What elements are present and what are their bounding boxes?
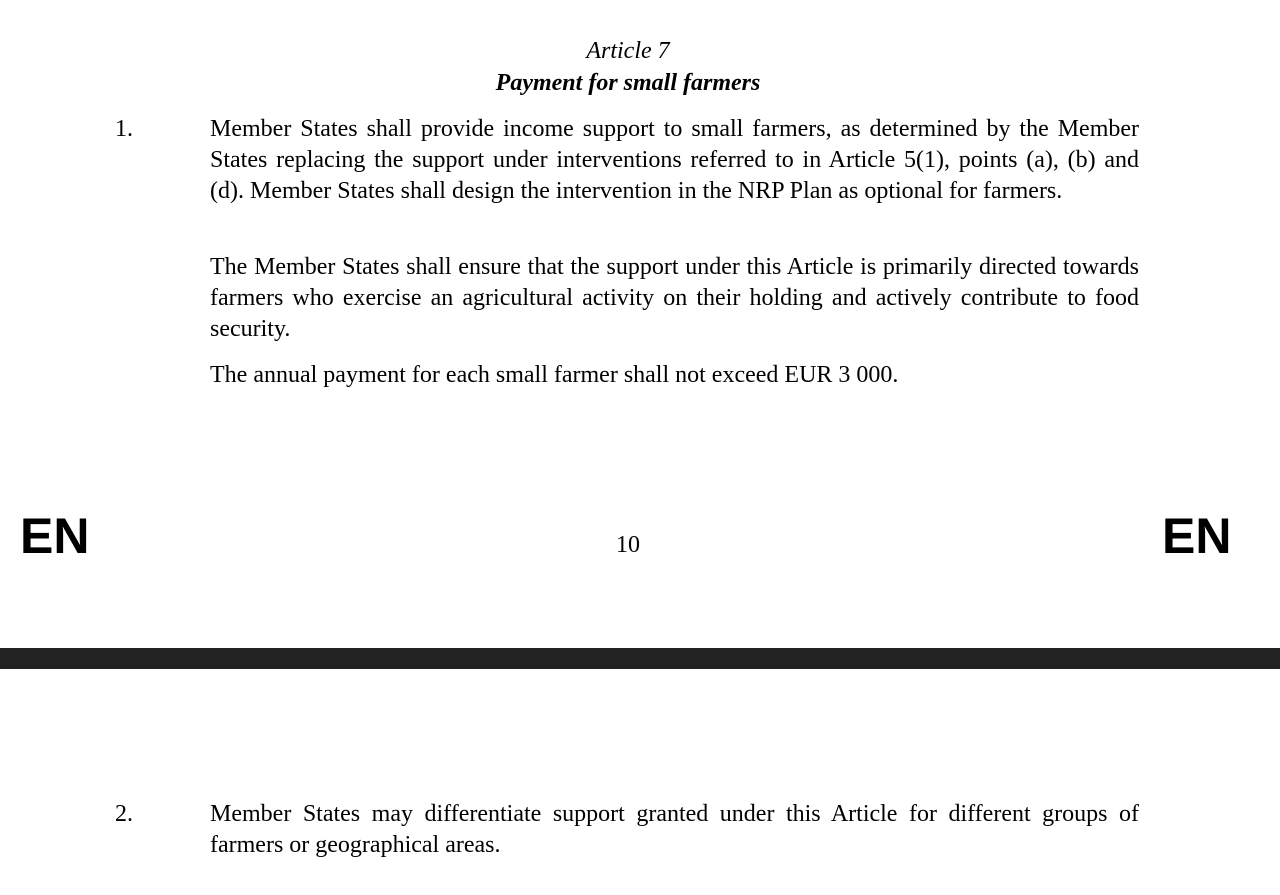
- paragraph-1-text-1: Member States shall provide income support to small farmers, as determined by the Member States replacing the support under interventions referred to in Article 5(1), points (a), (b) and (d). Member States shall design the intervention in the NRP Plan as optional for farmers.: [210, 116, 1139, 204]
- article-number: Article 7: [586, 38, 670, 64]
- paragraph-number-2: 2.: [115, 801, 133, 827]
- paragraph-1-text-2: The Member States shall ensure that the support under this Article is primarily directed towards farmers who exercise an agricultural activity on their holding and actively contribute to food security.: [210, 254, 1139, 342]
- article-title: Payment for small farmers: [495, 70, 761, 96]
- page-number: 10: [616, 532, 640, 558]
- paragraph-1-text-3: The annual payment for each small farmer shall not exceed EUR 3 000.: [210, 362, 899, 388]
- footer-language-left: EN: [20, 508, 90, 564]
- footer-language-right: EN: [1162, 508, 1232, 564]
- paragraph-2-text-1: Member States may differentiate support granted under this Article for different groups of farmers or geographical areas.: [210, 801, 1139, 858]
- paragraph-number-1: 1.: [115, 116, 133, 142]
- page-separator: [0, 648, 1280, 669]
- document-page-bottom: [0, 669, 1280, 895]
